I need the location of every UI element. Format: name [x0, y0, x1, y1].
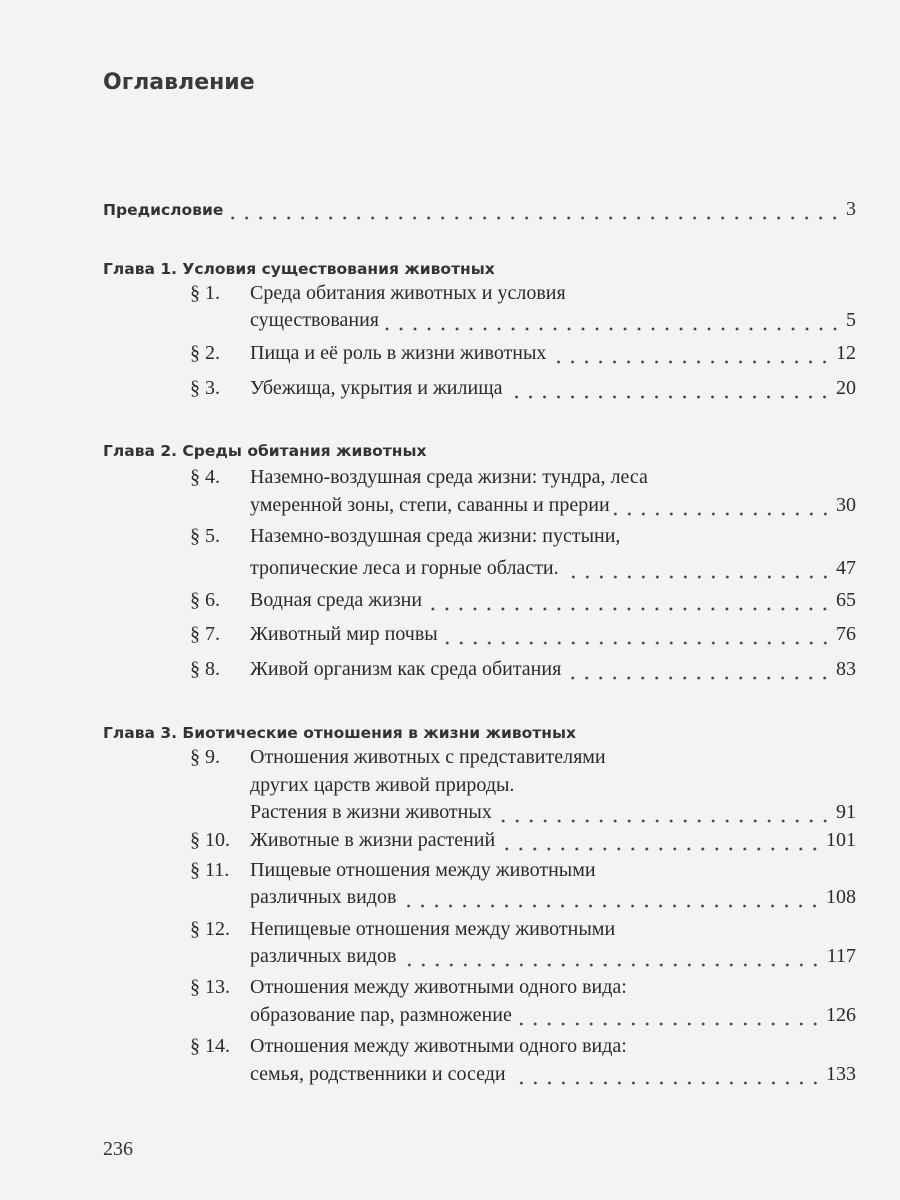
- dot-leader: [400, 904, 822, 908]
- toc-entry-line[interactable]: [190, 1035, 856, 1063]
- toc-entry-line[interactable]: [190, 945, 856, 973]
- entry-page: 3: [846, 198, 856, 220]
- dot-leader: [499, 847, 822, 851]
- section-page: 65: [836, 589, 856, 611]
- section-page: 83: [836, 658, 856, 680]
- section-page: 5: [846, 309, 856, 331]
- section-number: § 3.: [190, 377, 220, 399]
- section-number: § 13.: [190, 976, 230, 998]
- dot-leader: [565, 676, 832, 680]
- toc-entry-line[interactable]: [190, 342, 856, 370]
- toc-entry-line[interactable]: [190, 1004, 856, 1032]
- page-number: 236: [103, 1138, 133, 1160]
- dot-leader: [563, 575, 832, 579]
- section-page: 101: [826, 829, 856, 851]
- section-title: Живой организм как среда обитания: [250, 658, 562, 680]
- dot-leader: [614, 512, 832, 516]
- section-title: других царств живой природы.: [250, 774, 515, 796]
- section-title: Наземно-воздушная среда жизни: тундра, леса: [250, 466, 648, 488]
- section-number: § 7.: [190, 623, 220, 645]
- section-title: умеренной зоны, степи, саванны и прерии: [250, 494, 610, 516]
- toc-entry-line[interactable]: [190, 829, 856, 857]
- section-page: 76: [836, 623, 856, 645]
- section-title: Водная среда жизни: [250, 589, 423, 611]
- dot-leader: [516, 1022, 822, 1026]
- dot-leader: [426, 607, 832, 611]
- toc-entry-line[interactable]: [190, 859, 856, 887]
- section-page: 30: [836, 494, 856, 516]
- toc-entry-line[interactable]: [190, 918, 856, 946]
- dot-leader: [383, 327, 842, 331]
- section-title: различных видов: [250, 886, 397, 908]
- section-number: § 6.: [190, 589, 220, 611]
- section-number: § 2.: [190, 342, 220, 364]
- section-page: 47: [836, 557, 856, 579]
- toc-entry-line[interactable]: [190, 466, 856, 494]
- section-title: различных видов: [250, 945, 397, 967]
- toc-entry-line[interactable]: [190, 282, 856, 310]
- section-title: образование пар, размножение: [250, 1004, 512, 1026]
- section-title: тропические леса и горные области.: [250, 557, 559, 579]
- toc-entry-line[interactable]: [190, 774, 856, 802]
- toc-entry-line[interactable]: [190, 1063, 856, 1091]
- section-title: Животный мир почвы: [250, 623, 438, 645]
- section-number: § 1.: [190, 282, 220, 304]
- toc-entry-line[interactable]: [190, 377, 856, 405]
- section-number: § 14.: [190, 1035, 230, 1057]
- section-number: § 9.: [190, 746, 220, 768]
- toc-entry-line[interactable]: [190, 801, 856, 829]
- chapter-heading[interactable]: Глава 3. Биотические отношения в жизни животных: [103, 724, 577, 742]
- section-title: Растения в жизни животных: [250, 801, 492, 823]
- dot-leader: [550, 360, 832, 364]
- chapter-heading[interactable]: Глава 1. Условия существования животных: [103, 260, 495, 278]
- toc-entry-line[interactable]: [190, 309, 856, 337]
- toc-entry-preface[interactable]: [103, 198, 856, 226]
- page-title: Оглавление: [103, 70, 255, 95]
- section-title: существования: [250, 309, 379, 331]
- section-title: Среда обитания животных и условия: [250, 282, 566, 304]
- dot-leader: [442, 641, 832, 645]
- toc-entry-line[interactable]: [190, 976, 856, 1004]
- section-number: § 5.: [190, 525, 220, 547]
- section-number: § 8.: [190, 658, 220, 680]
- section-title: Отношения между животными одного вида:: [250, 1035, 627, 1057]
- section-title: семья, родственники и соседи: [250, 1063, 506, 1085]
- section-page: 117: [826, 945, 856, 967]
- section-title: Животные в жизни растений: [250, 829, 496, 851]
- toc-entry-line[interactable]: [190, 623, 856, 651]
- section-number: § 4.: [190, 466, 220, 488]
- section-title: Отношения между животными одного вида:: [250, 976, 627, 998]
- dot-leader: [510, 1081, 822, 1085]
- dot-leader: [506, 395, 832, 399]
- toc-entry-line[interactable]: [190, 886, 856, 914]
- section-page: 20: [836, 377, 856, 399]
- toc-entry-line[interactable]: [190, 557, 856, 585]
- section-title: Отношения животных с представителями: [250, 746, 606, 768]
- section-title: Непищевые отношения между животными: [250, 918, 616, 940]
- toc-entry-line[interactable]: [190, 746, 856, 774]
- section-page: 126: [826, 1004, 856, 1026]
- entry-label: Предисловие: [103, 201, 224, 219]
- section-number: § 11.: [190, 859, 230, 881]
- toc-entry-line[interactable]: [190, 525, 856, 553]
- section-page: 12: [836, 342, 856, 364]
- dot-leader: [496, 819, 832, 823]
- dot-leader: [400, 963, 822, 967]
- section-page: 133: [826, 1063, 856, 1085]
- chapter-heading[interactable]: Глава 2. Среды обитания животных: [103, 442, 427, 460]
- section-title: Убежища, укрытия и жилища: [250, 377, 503, 399]
- section-number: § 10.: [190, 829, 230, 851]
- dot-leader: [227, 216, 842, 220]
- section-title: Пищевые отношения между животными: [250, 859, 596, 881]
- section-number: § 12.: [190, 918, 230, 940]
- toc-entry-line[interactable]: [190, 494, 856, 522]
- section-page: 108: [826, 886, 856, 908]
- toc-entry-line[interactable]: [190, 658, 856, 686]
- section-title: Пища и её роль в жизни животных: [250, 342, 547, 364]
- section-title: Наземно-воздушная среда жизни: пустыни,: [250, 525, 621, 547]
- section-page: 91: [836, 801, 856, 823]
- toc-entry-line[interactable]: [190, 589, 856, 617]
